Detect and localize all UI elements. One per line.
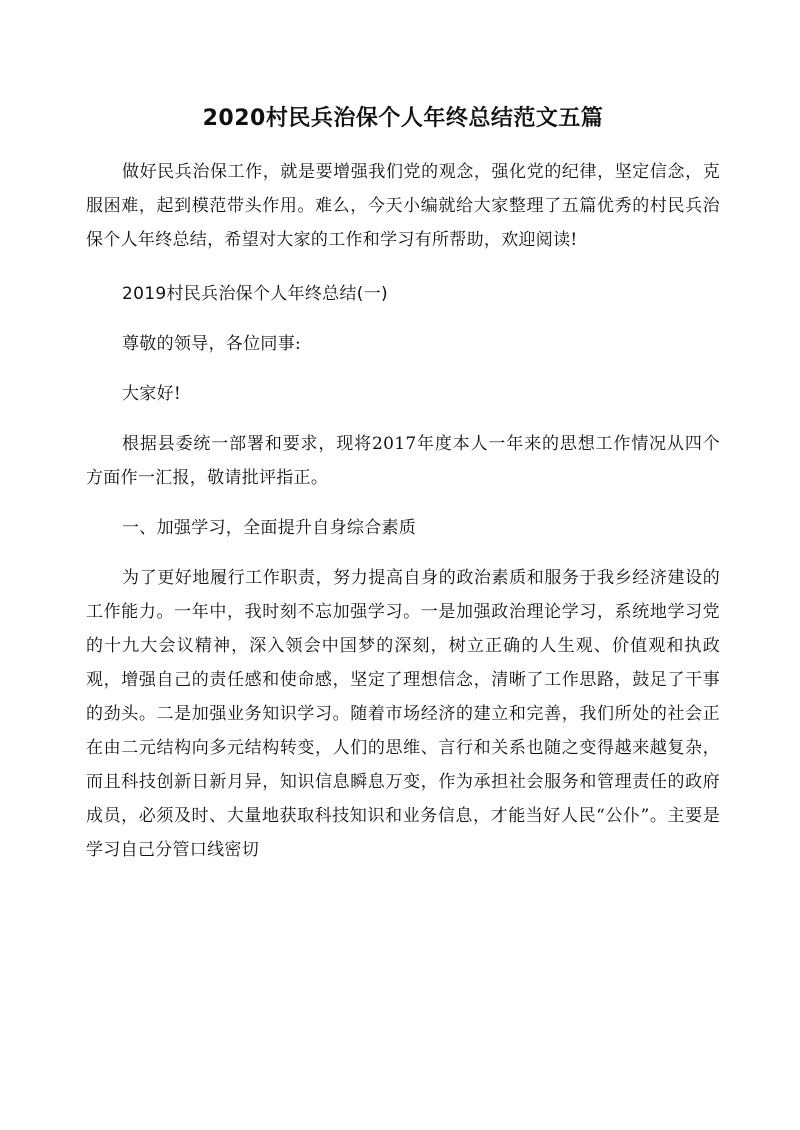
greeting: 大家好! [122,384,182,404]
salutation: 尊敬的领导，各位同事: [122,334,302,354]
document-title: 2020村民兵治保个人年终总结范文五篇 [202,106,604,131]
report-intro-paragraph: 根据县委统一部署和要求，现将2017年度本人一年来的思想工作情况从四个方面作一汇报，敬请批评指正。 [86,434,720,488]
subheading-study: 一、加强学习，全面提升自身综合素质 [122,518,417,538]
intro-paragraph: 做好民兵治保工作，就是要增强我们党的观念，强化党的纪律，坚定信念，克服困难，起到模范带头作用。难么，今天小编就给大家整理了五篇优秀的村民兵治保个人年终总结，希望对大家的工作和学习有所帮助，欢迎阅读! [86,162,720,250]
section-title: 2019村民兵治保个人年终总结(一) [122,284,388,304]
study-paragraph: 为了更好地履行工作职责，努力提高自身的政治素质和服务于我乡经济建设的工作能力。一年中，我时刻不忘加强学习。一是加强政治理论学习，系统地学习党的十九大会议精神，深入领会中国梦的深刻，树立正确的人生观、价值观和执政观，增强自己的责任感和使命感，坚定了理想信念，清晰了工作思路，鼓足了干事的劲头。二是加强业务知识学习。随着市场经济的建立和完善，我们所处的社会正在由二元结构向多元结构转变，人们的思维、言行和关系也随之变得越来越复杂，而且科技创新日新月异，知识信息瞬息万变，作为承担社会服务和管理责任的政府成员，必须及时、大量地获取科技知识和业务信息，才能当好人民“公仆”。主要是学习自己分管口线密切 [86,568,720,860]
